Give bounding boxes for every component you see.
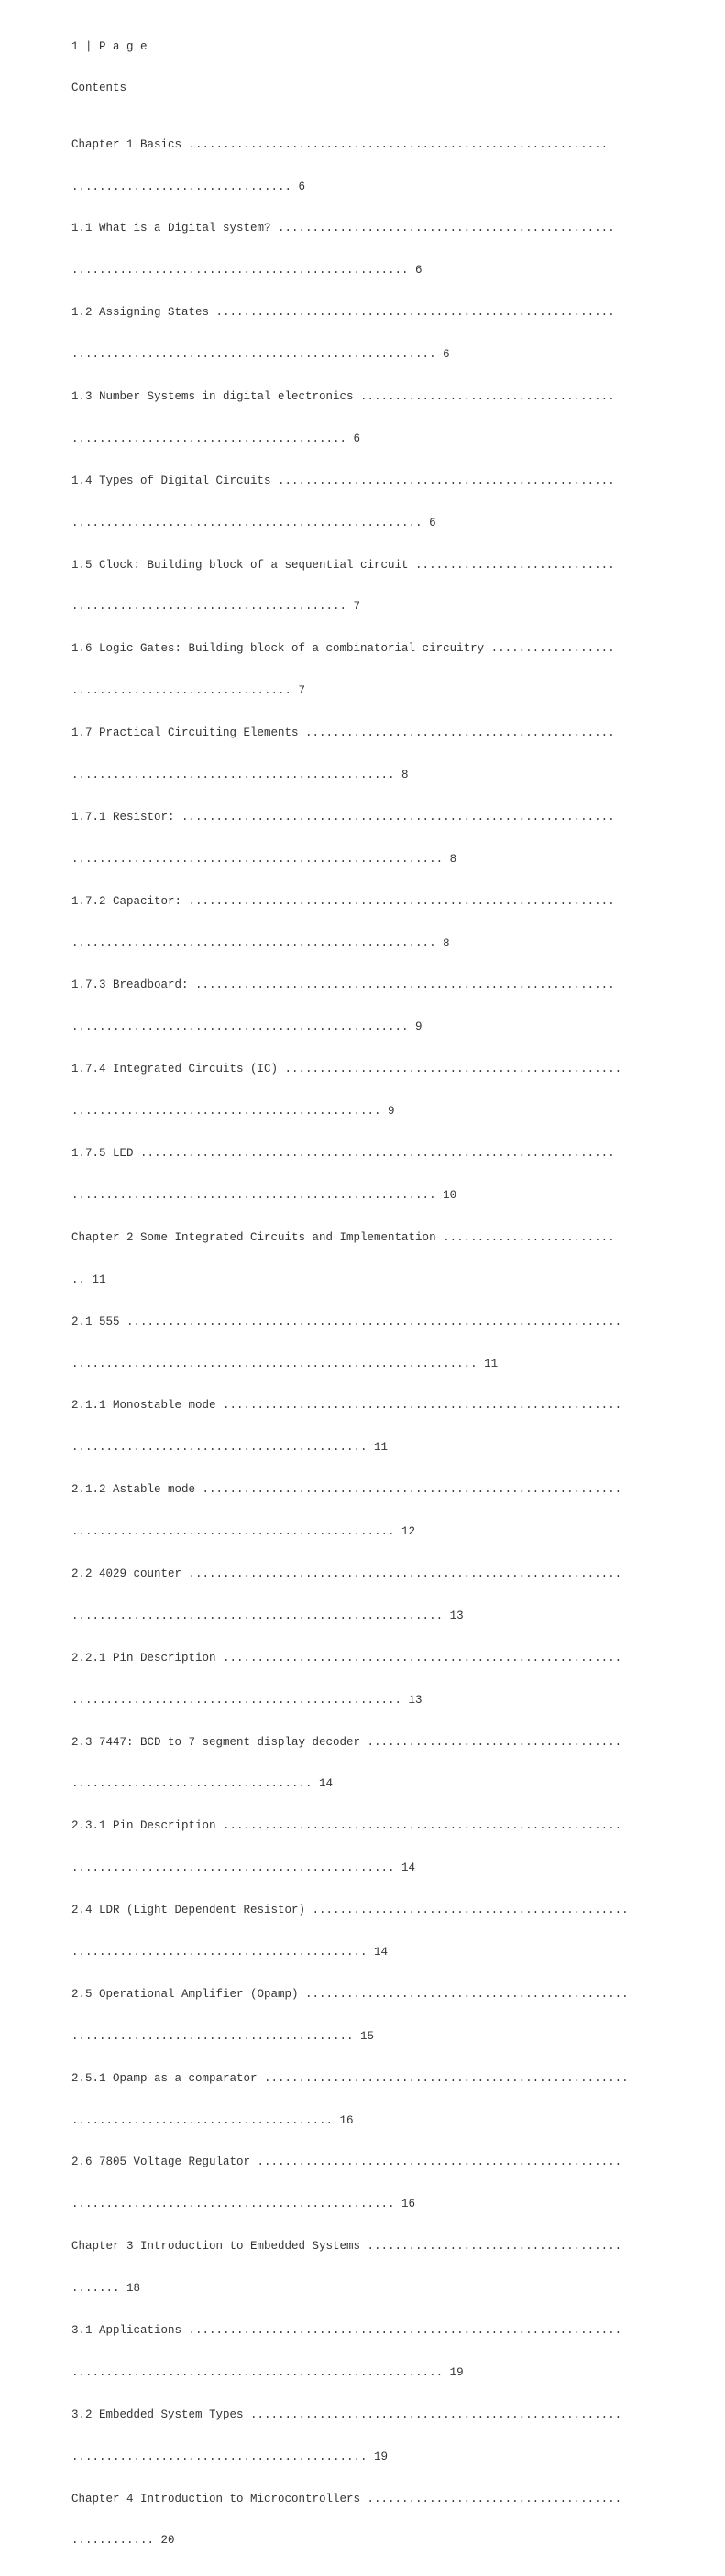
toc-line: ..................................................... 6 [71,348,450,362]
toc-line: ...................................................... 19 [71,2365,464,2379]
toc-line: ............................................... 14 [71,1861,416,1875]
toc-line: 3.2 Embedded System Types ...................................................... [71,2407,622,2421]
toc-line: ............................................. 9 [71,1105,395,1119]
toc-line: 1.6 Logic Gates: Building block of a combinatorial circuitry .................. [71,642,615,656]
toc-line: 1.7.4 Integrated Circuits (IC) ................................................. [71,1063,622,1076]
toc-line: Chapter 1 Basics ............................................................. [71,137,609,151]
toc-line: ............................................... 12 [71,1525,416,1539]
toc-line: 2.4 LDR (Light Dependent Resistor) .............................................. [71,1904,629,1917]
toc-line: 3.1 Applications ............................................................... [71,2323,622,2337]
toc-line: 2.5.1 Opamp as a comparator ..................................................... [71,2071,629,2085]
toc-line: ................................ 7 [71,684,306,698]
toc-line: 2.3.1 Pin Description .......................................................... [71,1819,622,1833]
toc-line: 1.7.1 Resistor: ............................................................... [71,810,615,824]
toc-line: 2.2.1 Pin Description .......................................................... [71,1651,622,1665]
toc-line: ............................................... 16 [71,2198,416,2211]
toc-line: ........................................................... 11 [71,1357,499,1370]
toc-line: 2.1.2 Astable mode ............................................................. [71,1483,622,1497]
toc-line: ........................................ 7 [71,600,361,614]
toc-line: 1.4 Types of Digital Circuits ................................................. [71,474,615,487]
toc-line: 2.5 Operational Amplifier (Opamp) ............................................... [71,1987,629,2001]
toc-line: Chapter 2 Some Integrated Circuits and Implementation ......................... [71,1230,615,1244]
toc-line: ..................................................... 8 [71,936,450,950]
toc-line: 2.6 7805 Voltage Regulator ..................................................... [71,2156,622,2169]
toc-line: ........................................... 19 [71,2450,389,2463]
toc-line: ....... 18 [71,2282,141,2296]
toc-line: 2.3 7447: BCD to 7 segment display decoder ..................................... [71,1735,622,1749]
page-number-label: 1 | P a g e [71,39,148,53]
toc-text-block [71,12,629,2576]
toc-line: ........................................ 6 [71,431,361,445]
toc-line: ............................................... 8 [71,769,409,782]
toc-line: 2.2 4029 counter ............................................................... [71,1566,622,1580]
toc-line: ........................................... 14 [71,1945,389,1959]
toc-line: ................................................. 6 [71,264,423,278]
toc-line: 1.7 Practical Circuiting Elements ............................................. [71,726,615,740]
toc-line: 2.1.1 Monostable mode .......................................................... [71,1399,622,1413]
toc-line: 1.7.3 Breadboard: ............................................................. [71,978,615,992]
toc-line: 1.7.5 LED ..................................................................... [71,1147,615,1161]
toc-line: ...................................................... 8 [71,852,457,866]
toc-line: ............ 20 [71,2534,175,2548]
toc-line: ........................................... 11 [71,1441,389,1455]
toc-line: Chapter 3 Introduction to Embedded Systems ..................................... [71,2240,622,2254]
toc-line: ................................................... 6 [71,516,436,529]
toc-line: 1.3 Number Systems in digital electronics ..................................... [71,390,615,404]
toc-line: 1.1 What is a Digital system? ................................................. [71,222,615,235]
toc-line: ..................................................... 10 [71,1188,457,1202]
toc-line: 1.5 Clock: Building block of a sequential circuit ............................. [71,558,615,572]
toc-line: ................................... 14 [71,1777,334,1791]
toc-line: ...................................... 16 [71,2113,354,2127]
toc-line: Chapter 4 Introduction to Microcontrollers ..................................... [71,2492,622,2505]
toc-line: ................................................. 9 [71,1021,423,1034]
toc-line: .. 11 [71,1272,106,1286]
toc-line: ......................................... 15 [71,2029,375,2043]
toc-line: 1.7.2 Capacitor: .............................................................. [71,894,615,908]
toc-line: ................................................ 13 [71,1693,423,1707]
toc-line: 1.2 Assigning States .......................................................... [71,306,615,320]
toc-line: 2.1 555 ........................................................................ [71,1315,622,1328]
contents-title: Contents [71,82,127,95]
toc-line: ................................ 6 [71,180,306,193]
toc-line: ...................................................... 13 [71,1609,464,1622]
